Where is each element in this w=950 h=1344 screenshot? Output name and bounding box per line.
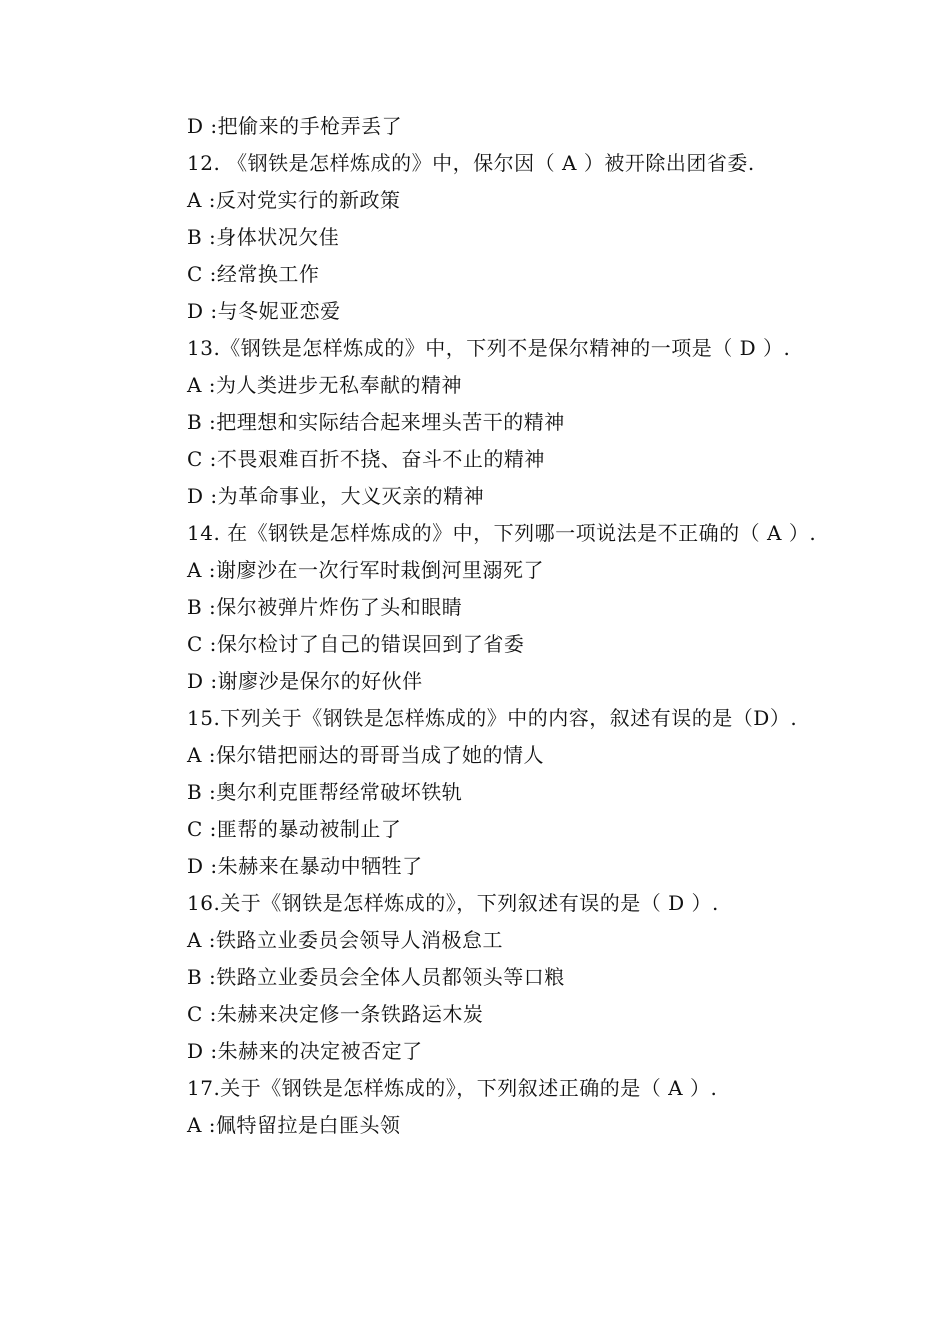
option-d-q12: D :与冬妮亚恋爱 xyxy=(187,299,341,323)
option-d-q16: D :朱赫来的决定被否定了 xyxy=(187,1039,423,1063)
option-d-q14: D :谢廖沙是保尔的好伙伴 xyxy=(187,669,423,693)
option-b-q13: B :把理想和实际结合起来埋头苦干的精神 xyxy=(187,410,565,434)
option-b-q14: B :保尔被弹片炸伤了头和眼睛 xyxy=(187,595,463,619)
option-c-q13: C :不畏艰难百折不挠、奋斗不止的精神 xyxy=(187,447,545,471)
option-d-q15: D :朱赫来在暴动中牺牲了 xyxy=(187,854,423,878)
option-a-q16: A :铁路立业委员会领导人消极怠工 xyxy=(187,928,504,952)
option-c-q16: C :朱赫来决定修一条铁路运木炭 xyxy=(187,1002,484,1026)
document-body xyxy=(150,108,830,1144)
question-15: 15.下列关于《钢铁是怎样炼成的》中的内容，叙述有误的是（D）. xyxy=(187,706,798,730)
option-a-q17: A :佩特留拉是白匪头领 xyxy=(187,1113,401,1137)
option-c-q14: C :保尔检讨了自己的错误回到了省委 xyxy=(187,632,525,656)
option-a-q13: A :为人类进步无私奉献的精神 xyxy=(187,373,463,397)
option-d-q13: D :为革命事业，大义灭亲的精神 xyxy=(187,484,485,508)
option-b-q16: B :铁路立业委员会全体人员都领头等口粮 xyxy=(187,965,565,989)
option-a-q14: A :谢廖沙在一次行军时栽倒河里溺死了 xyxy=(187,558,545,582)
option-b-q15: B :奥尔利克匪帮经常破坏铁轨 xyxy=(187,780,463,804)
option-a-q15: A :保尔错把丽达的哥哥当成了她的情人 xyxy=(187,743,545,767)
question-13: 13.《钢铁是怎样炼成的》中，下列不是保尔精神的一项是（ D ）. xyxy=(187,336,791,360)
option-b-q12: B :身体状况欠佳 xyxy=(187,225,340,249)
option-d-q11: D :把偷来的手枪弄丢了 xyxy=(187,114,403,138)
question-16: 16.关于《钢铁是怎样炼成的》，下列叙述有误的是（ D ）. xyxy=(187,891,719,915)
option-c-q12: C :经常换工作 xyxy=(187,262,320,286)
question-12: 12. 《钢铁是怎样炼成的》中，保尔因（ A ）被开除出团省委. xyxy=(187,151,755,175)
question-17: 17.关于《钢铁是怎样炼成的》，下列叙述正确的是（ A ）. xyxy=(187,1076,718,1100)
option-a-q12: A :反对党实行的新政策 xyxy=(187,188,401,212)
question-14: 14. 在《钢铁是怎样炼成的》中，下列哪一项说法是不正确的（ A ）. xyxy=(187,521,817,545)
option-c-q15: C :匪帮的暴动被制止了 xyxy=(187,817,402,841)
